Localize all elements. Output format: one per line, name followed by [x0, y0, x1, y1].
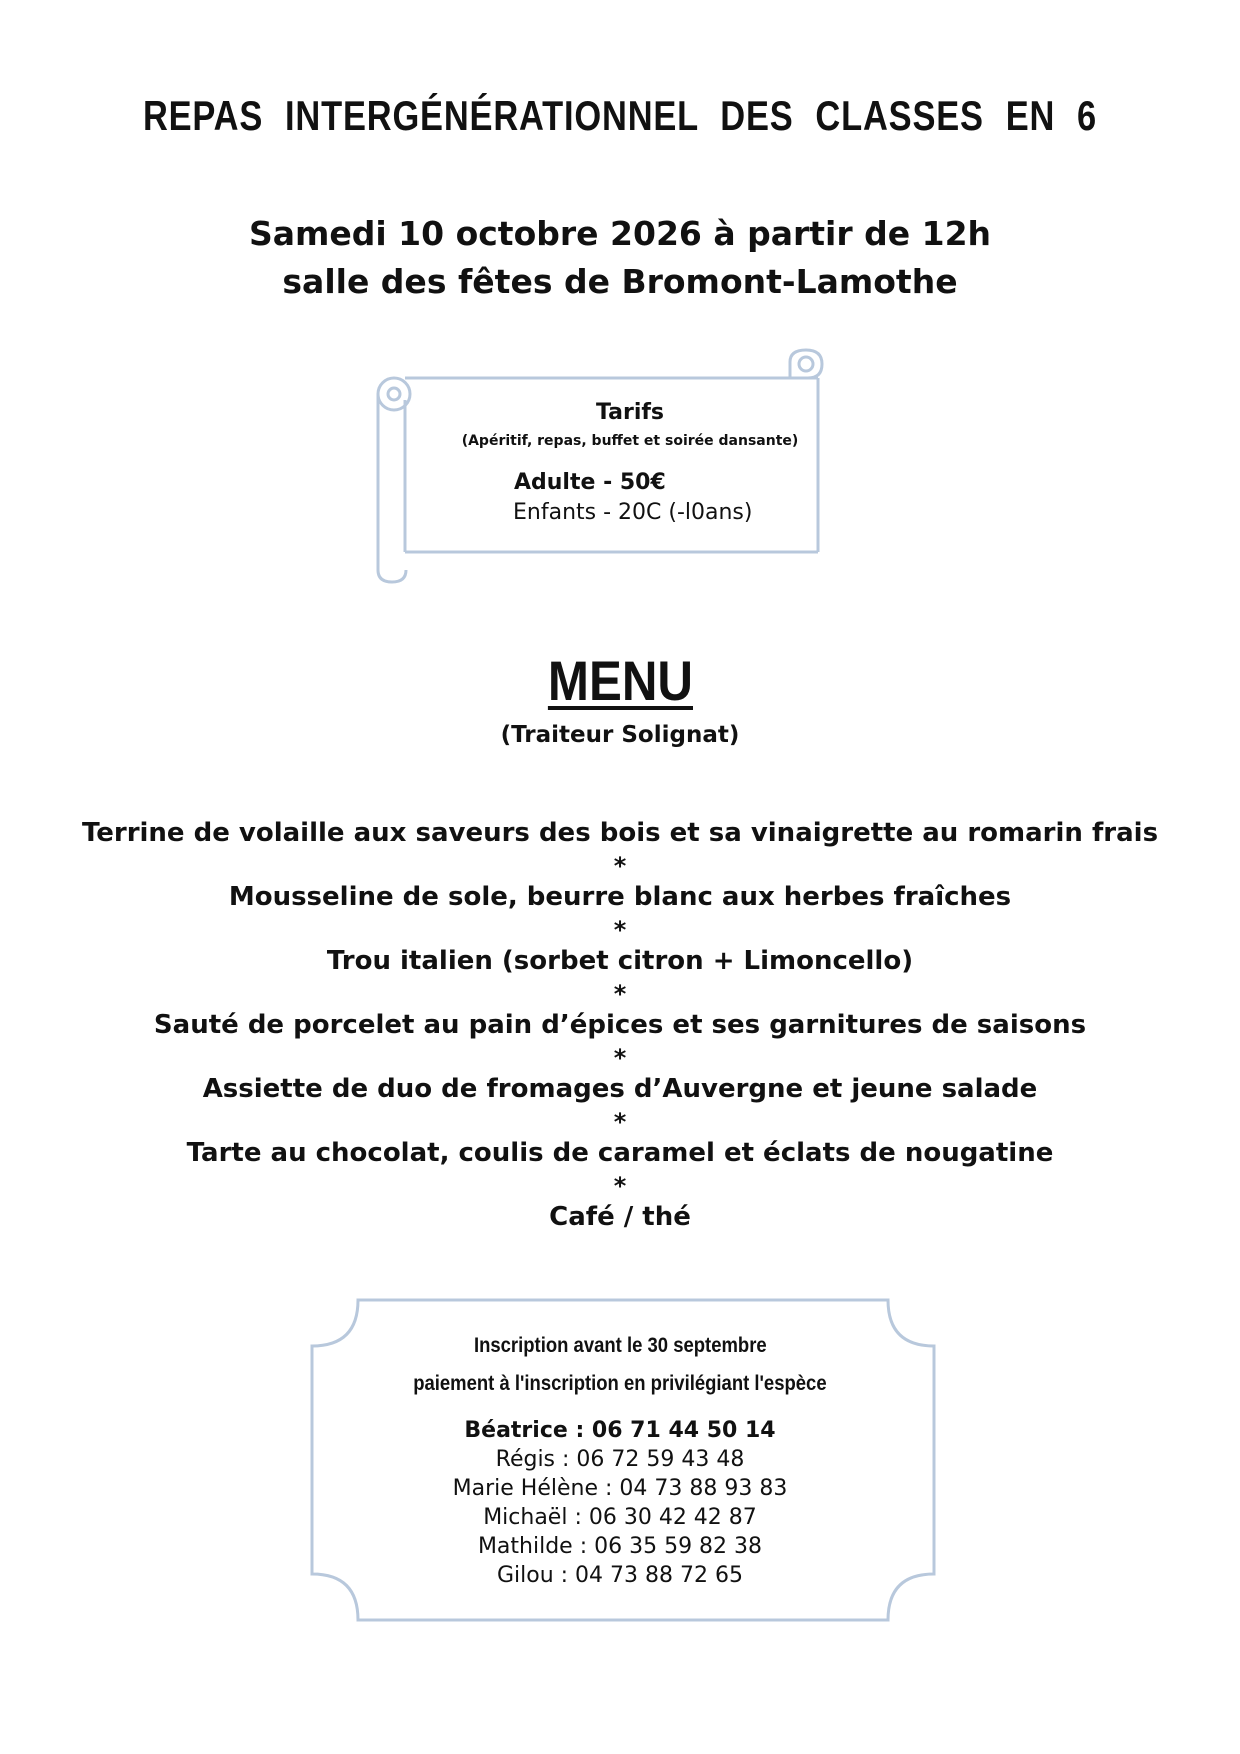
scroll-frame	[378, 350, 822, 582]
menu-course-2: Mousseline de sole, beurre blanc aux herbes fraîches	[228, 882, 1012, 912]
menu-course-4: Sauté de porcelet au pain d’épices et ses garnitures de saisons	[153, 1010, 1087, 1040]
contact-line: Marie Hélène : 04 73 88 93 83	[452, 1476, 788, 1501]
contact-line: Gilou : 04 73 88 72 65	[496, 1563, 744, 1588]
tarif-adult: Adulte - 50€	[514, 470, 666, 495]
menu-separator: *	[613, 1044, 627, 1072]
menu-heading-text: MENU	[547, 649, 693, 712]
event-venue: salle des fêtes de Bromont-Lamothe	[282, 262, 958, 301]
caterer: (Traiteur Solignat)	[500, 722, 740, 748]
contact-line: Béatrice : 06 71 44 50 14	[464, 1418, 776, 1443]
menu-separator: *	[613, 1108, 627, 1136]
menu-separator: *	[613, 980, 627, 1008]
contact-line: Régis : 06 72 59 43 48	[495, 1447, 745, 1472]
menu-separator: *	[613, 1172, 627, 1200]
tarifs-heading: Tarifs	[595, 400, 665, 425]
menu-course-7: Café / thé	[549, 1202, 691, 1232]
tarif-child: Enfants - 20C (-l0ans)	[513, 500, 753, 525]
menu-heading	[0, 648, 1240, 713]
contact-line: Michaël : 06 30 42 42 87	[483, 1505, 757, 1530]
menu-course-3: Trou italien (sorbet citron + Limoncello)	[326, 946, 914, 976]
inscription-deadline	[0, 1334, 1240, 1358]
tarifs-note: (Apéritif, repas, buffet et soirée dansante)	[461, 433, 799, 449]
inscription-payment-text: paiement à l'inscription en privilégiant l'espèce	[413, 1372, 827, 1395]
menu-separator: *	[613, 916, 627, 944]
inscription-payment	[0, 1372, 1240, 1396]
event-date: Samedi 10 octobre 2026 à partir de 12h	[248, 214, 992, 253]
menu-course-6: Tarte au chocolat, coulis de caramel et éclats de nougatine	[186, 1138, 1054, 1168]
menu-course-1: Terrine de volaille aux saveurs des bois et sa vinaigrette au romarin frais	[81, 818, 1159, 848]
inscription-deadline-text: Inscription avant le 30 septembre	[473, 1334, 767, 1357]
menu-separator: *	[613, 852, 627, 880]
contact-line: Mathilde : 06 35 59 82 38	[477, 1534, 763, 1559]
page-title: REPAS INTERGÉNÉRATIONNEL DES CLASSES EN 6	[142, 92, 1098, 139]
menu-course-5: Assiette de duo de fromages d’Auvergne et jeune salade	[202, 1074, 1038, 1104]
